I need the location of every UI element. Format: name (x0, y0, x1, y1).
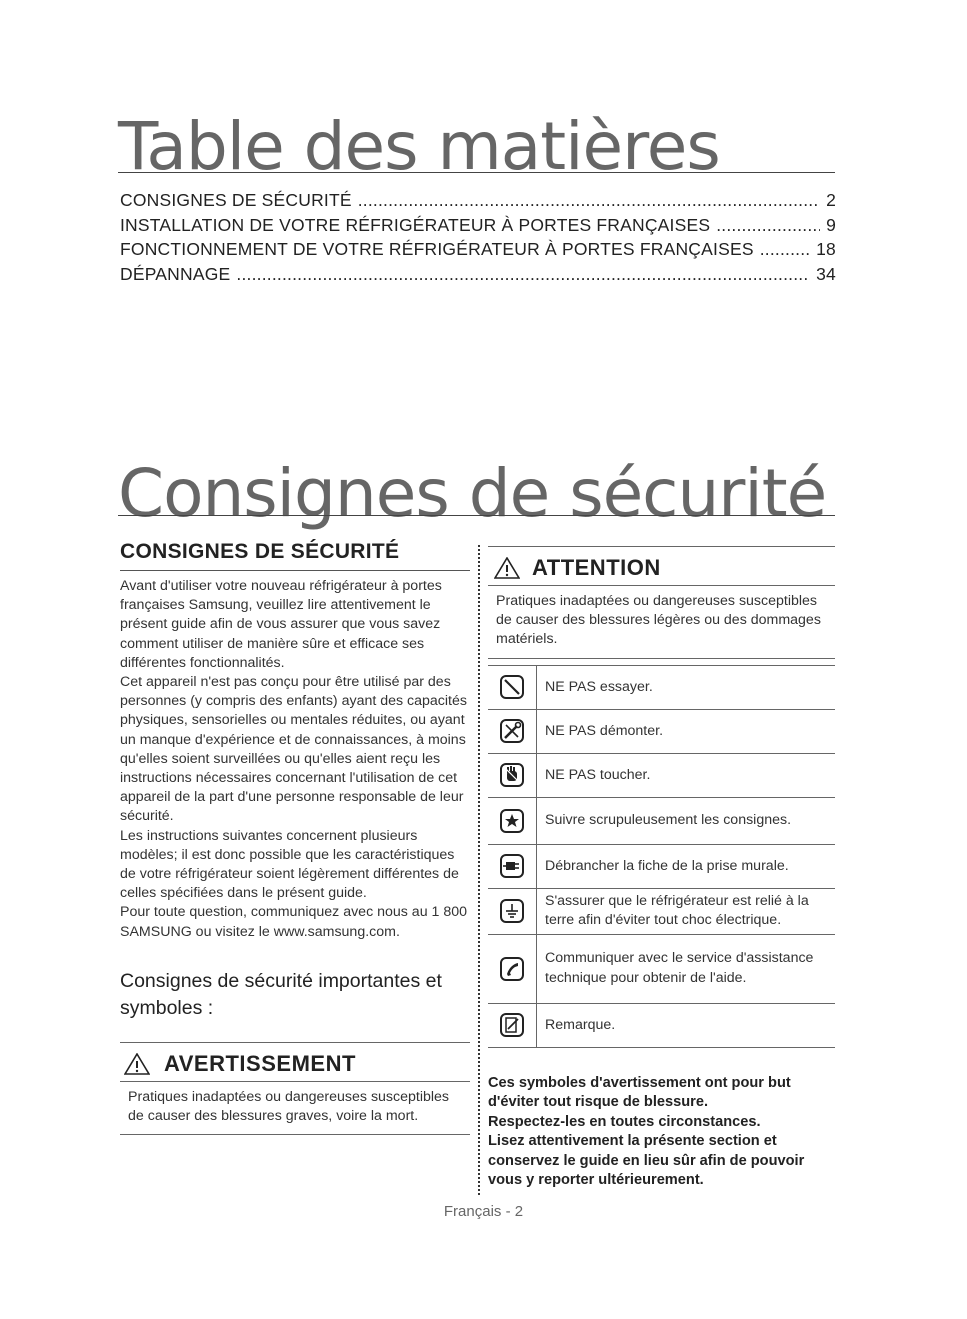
toc-entry-label: INSTALLATION DE VOTRE RÉFRIGÉRATEUR À PORTES FRANÇAISES (120, 214, 711, 235)
warning-label: AVERTISSEMENT (164, 1050, 356, 1076)
section-title: Consignes de sécurité (118, 455, 827, 532)
toc-entry[interactable] (120, 188, 836, 213)
symbol-description: S'assurer que le réfrigérateur est relié à la terre afin d'éviter tout choc électrique. (545, 892, 809, 929)
symbol-description: NE PAS démonter. (545, 722, 664, 739)
paragraph: Cet appareil n'est pas conçu pour être utilisé par des personnes (y compris des enfants) ayant des capacités physiques, sensorielles ou mentales réduites, ou ayant un manque d'expérience et de connaissances, à moins qu'elles soient surveillées ou qu'elles aient reçu les instructions nécessaires concernant l'utilisation de cet appareil de la part d'une personne responsable de leur sécurité. (120, 674, 467, 825)
page-footer: Français - 2 (443, 1203, 524, 1220)
toc-title-rule (118, 172, 835, 173)
no-disassemble-icon (499, 718, 525, 744)
symbol-row (488, 666, 835, 710)
no-touch-icon (499, 762, 525, 788)
right-column (488, 546, 835, 1191)
caution-text: Pratiques inadaptées ou dangereuses susceptibles de causer des blessures légères ou des dommages matériels. (488, 586, 835, 659)
symbol-description: NE PAS essayer. (545, 678, 653, 695)
symbols-table (488, 665, 835, 1048)
closing-line: Ces symboles d'avertissement ont pour but d'éviter tout risque de blessure. (488, 1074, 791, 1111)
toc-leader (358, 188, 820, 213)
symbol-row (488, 710, 835, 754)
ground-icon (499, 898, 525, 924)
warning-triangle-icon (494, 557, 520, 579)
warning-header (120, 1043, 470, 1082)
toc-entry-label: DÉPANNAGE (120, 263, 231, 284)
warning-text: Pratiques inadaptées ou dangereuses susceptibles de causer des blessures graves, voire la mort. (120, 1082, 470, 1135)
toc-entry[interactable] (120, 237, 836, 262)
left-column (120, 540, 470, 1135)
column-divider (478, 545, 480, 1195)
toc-entry-page: 18 (816, 239, 836, 259)
caution-label: ATTENTION (532, 555, 661, 580)
symbol-description: Communiquer avec le service d'assistance technique pour obtenir de l'aide. (545, 950, 814, 986)
toc-entry-label: CONSIGNES DE SÉCURITÉ (120, 190, 352, 210)
symbol-description: Débrancher la fiche de la prise murale. (545, 857, 789, 874)
closing-line: Lisez attentivement la présente section et conservez le guide en lieu sûr afin de pouvoir vous y reporter ultérieurement. (488, 1133, 805, 1189)
symbols-subheading: Consignes de sécurité importantes et symboles : (120, 969, 442, 1019)
symbol-description: Remarque. (545, 1016, 616, 1033)
symbol-row (488, 889, 835, 935)
phone-icon (499, 956, 525, 982)
safety-intro (120, 577, 470, 942)
symbol-row (488, 754, 835, 798)
paragraph: Avant d'utiliser votre nouveau réfrigérateur à portes françaises Samsung, veuillez lire attentivement le présent guide afin de vous assurer que vous savez comment utiliser de manière sûre et efficace ses différentes fonctionnalités. (120, 578, 442, 671)
toc-entry[interactable] (120, 262, 836, 287)
symbol-row (488, 935, 835, 1004)
note-icon (499, 1012, 525, 1038)
safety-heading: CONSIGNES DE SÉCURITÉ (120, 540, 470, 571)
warning-triangle-icon (124, 1053, 150, 1075)
closing-note (488, 1074, 835, 1191)
table-of-contents (120, 188, 836, 286)
symbol-row (488, 798, 835, 845)
toc-entry-page: 9 (826, 214, 836, 235)
follow-instructions-icon (499, 808, 525, 834)
unplug-icon (499, 853, 525, 879)
closing-line: Respectez-les en toutes circonstances. (488, 1113, 761, 1130)
toc-title: Table des matières (118, 108, 720, 185)
no-attempt-icon (499, 674, 525, 700)
toc-entry-page: 34 (816, 263, 836, 284)
symbol-row (488, 1004, 835, 1048)
symbol-description: Suivre scrupuleusement les consignes. (545, 812, 792, 828)
warning-box (120, 1042, 470, 1135)
toc-leader (760, 237, 810, 262)
caution-header (488, 546, 835, 586)
paragraph: Les instructions suivantes concernent plusieurs modèles; il est donc possible que les caractéristiques de votre réfrigérateur soient légèrement différentes de celles spécifiées dans le présent guide. (120, 827, 459, 902)
toc-leader (716, 213, 820, 238)
toc-entry-label: FONCTIONNEMENT DE VOTRE RÉFRIGÉRATEUR À PORTES FRANÇAISES (120, 239, 754, 259)
toc-leader (236, 262, 810, 287)
symbol-row (488, 845, 835, 889)
paragraph: Pour toute question, communiquez avec nous au 1 800 SAMSUNG ou visitez le www.samsung.com. (120, 904, 468, 940)
section-title-rule (118, 515, 835, 516)
toc-entry[interactable] (120, 213, 836, 238)
toc-entry-page: 2 (826, 190, 836, 210)
symbol-description: NE PAS toucher. (545, 766, 651, 783)
